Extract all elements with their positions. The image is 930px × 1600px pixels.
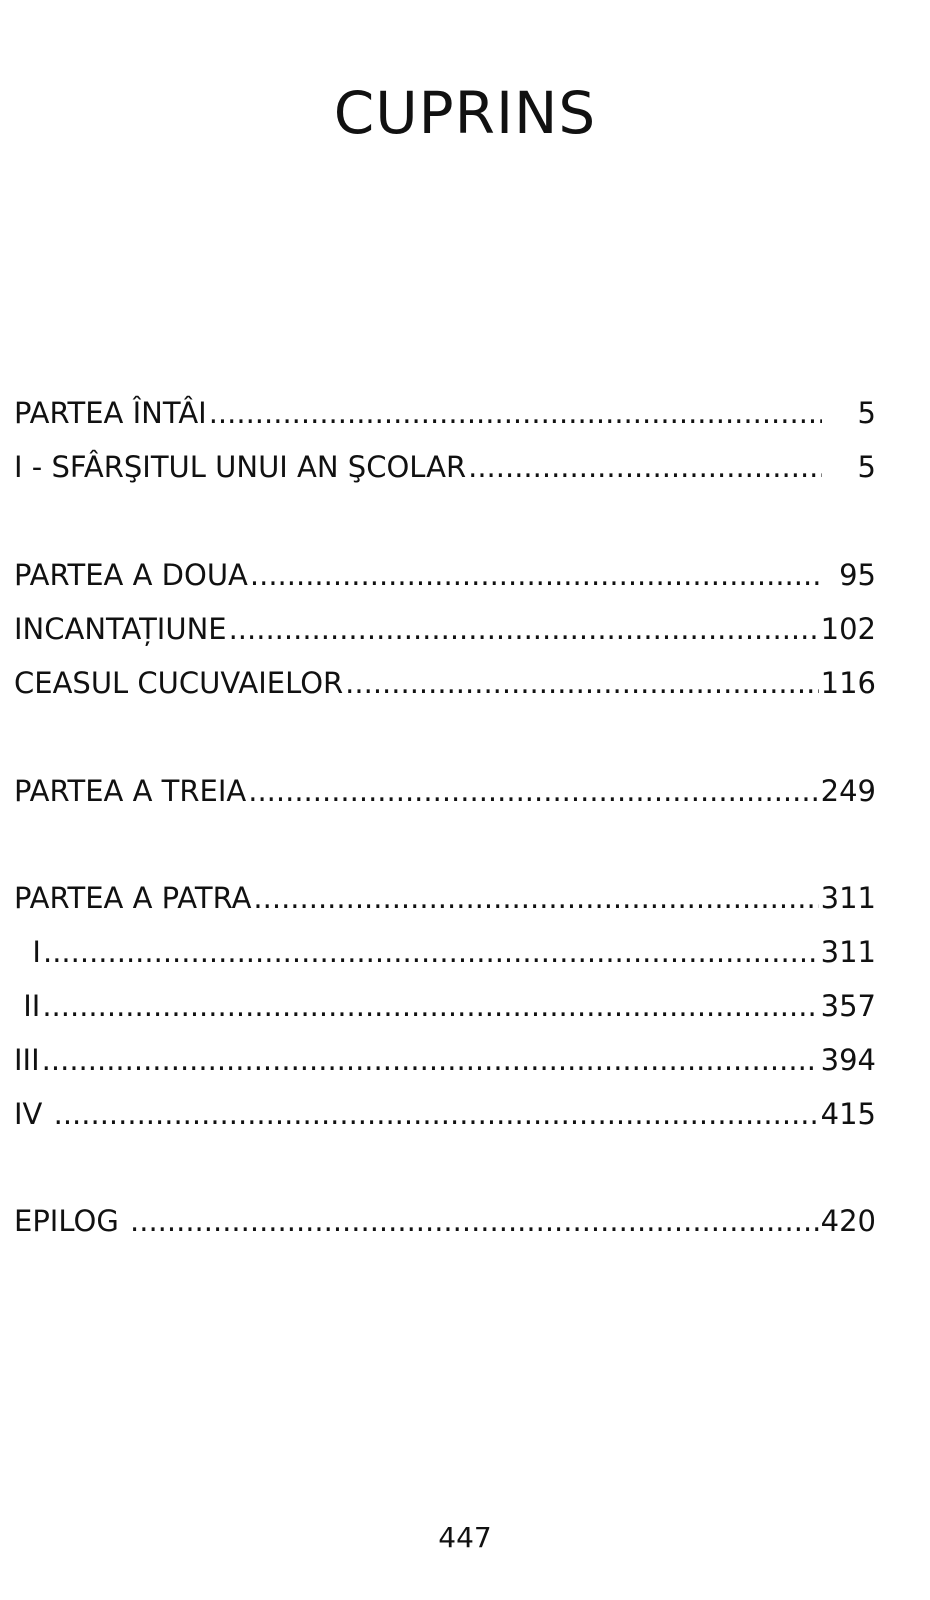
dot-leader — [209, 390, 822, 436]
toc-entry-label: PARTEA A DOUA — [14, 558, 248, 592]
toc-entry-label: PARTEA ÎNTÂI — [14, 396, 207, 430]
toc-entry-page: 415 — [820, 1097, 876, 1131]
toc-entry-incantatiune[interactable] — [14, 606, 876, 652]
toc-entry-label: PARTEA A PATRA — [14, 881, 252, 915]
toc-entry-partea-intai[interactable] — [14, 390, 876, 436]
toc-entry-label: INCANTAȚIUNE — [14, 612, 227, 646]
dot-leader — [468, 444, 822, 490]
dot-leader — [250, 552, 824, 598]
dot-leader — [253, 875, 818, 921]
dot-leader — [54, 1091, 819, 1137]
toc-entry-chapter-ii[interactable] — [14, 983, 876, 1029]
toc-entry-page: 5 — [857, 450, 876, 484]
toc-entry-page: 420 — [820, 1204, 876, 1238]
toc-entry-page: 311 — [820, 881, 876, 915]
toc-entry-label: PARTEA A TREIA — [14, 774, 247, 808]
toc-entry-label: II — [14, 989, 41, 1023]
toc-entry-page: 394 — [820, 1043, 876, 1077]
toc-entry-page: 311 — [820, 935, 876, 969]
toc-entry-chapter-iii[interactable] — [14, 1037, 876, 1083]
toc-entry-sfarsitul-unui-an-scolar[interactable] — [14, 444, 876, 490]
toc-entry-label: EPILOG — [14, 1204, 129, 1238]
toc-entry-partea-a-patra[interactable] — [14, 875, 876, 921]
toc-entry-page: 357 — [820, 989, 876, 1023]
dot-leader — [345, 660, 818, 706]
toc-entry-page: 95 — [839, 558, 876, 592]
toc-entry-label: III — [14, 1043, 40, 1077]
page-number: 447 — [438, 1521, 492, 1554]
toc-entry-partea-a-doua[interactable] — [14, 552, 876, 598]
dot-leader — [248, 768, 818, 814]
dot-leader — [42, 983, 818, 1029]
toc-entry-epilog[interactable] — [14, 1198, 876, 1244]
toc-entry-page: 249 — [820, 774, 876, 808]
dot-leader — [43, 929, 819, 975]
toc-entry-label: I — [14, 935, 41, 969]
toc-entry-page: 102 — [820, 612, 876, 646]
dot-leader — [229, 606, 819, 652]
toc-entry-chapter-iv[interactable] — [14, 1091, 876, 1137]
toc-entry-page: 116 — [820, 666, 876, 700]
toc-entry-label: CEASUL CUCUVAIELOR — [14, 666, 344, 700]
toc-entry-label: I - SFÂRŞITUL UNUI AN ŞCOLAR — [14, 450, 467, 484]
toc-entry-partea-a-treia[interactable] — [14, 768, 876, 814]
toc-entry-label: IV — [14, 1097, 52, 1131]
toc-entry-page: 5 — [857, 396, 876, 430]
toc-entry-ceasul-cucuvaielor[interactable] — [14, 660, 876, 706]
page-title: CUPRINS — [333, 79, 597, 147]
dot-leader — [42, 1037, 819, 1083]
toc-entry-chapter-i[interactable] — [14, 929, 876, 975]
dot-leader — [130, 1198, 819, 1244]
